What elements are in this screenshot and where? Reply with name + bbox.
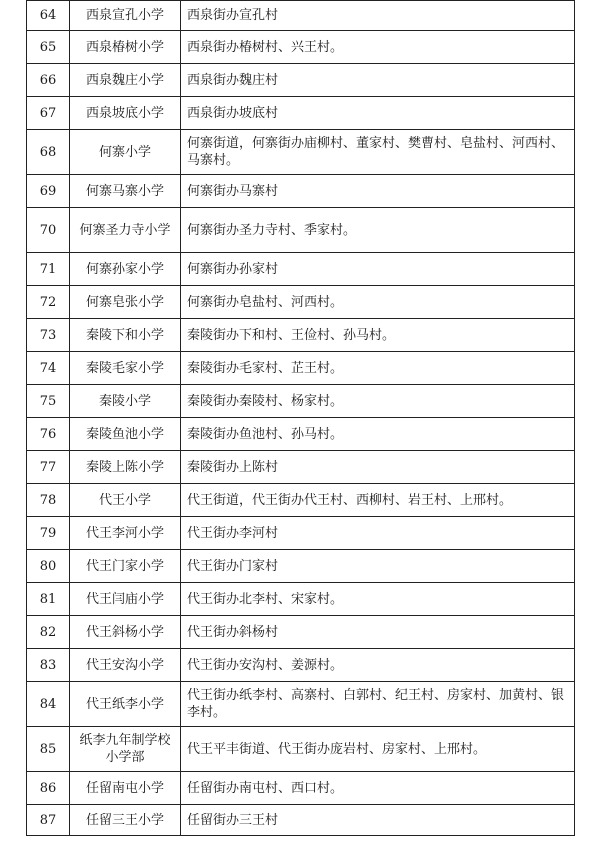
table-row (27, 484, 575, 517)
service-area: 秦陵街办鱼池村、孙马村。 (181, 418, 575, 451)
school-name (70, 805, 181, 836)
row-number: 76 (27, 418, 70, 451)
school-name-text: 代王安沟小学 (85, 657, 164, 673)
school-name (70, 97, 181, 130)
table-row (27, 727, 575, 772)
row-number: 83 (27, 649, 70, 682)
school-name-text: 任留三王小学 (85, 812, 164, 828)
school-name-text: 何寨小学 (98, 144, 151, 160)
school-name (70, 772, 181, 805)
school-name (70, 208, 181, 253)
service-area: 何寨街办孙家村 (181, 253, 575, 286)
school-name-text: 何寨马寨小学 (85, 183, 164, 199)
service-area: 西泉街办宣孔村 (181, 1, 575, 31)
school-name (70, 319, 181, 352)
table-row (27, 1, 575, 31)
school-name-text: 纸李九年制学校小学部 (79, 733, 171, 765)
service-area: 代王街办门家村 (181, 550, 575, 583)
row-number: 64 (27, 1, 70, 31)
school-name-text: 西泉魏庄小学 (85, 72, 164, 88)
school-name (70, 616, 181, 649)
service-area: 代王街道，代王街办代王村、西柳村、岩王村、上邢村。 (181, 484, 575, 517)
row-number: 69 (27, 175, 70, 208)
service-area: 代王街办李河村 (181, 517, 575, 550)
school-name (70, 352, 181, 385)
row-number: 74 (27, 352, 70, 385)
school-name-text: 秦陵小学 (98, 393, 151, 409)
row-number: 75 (27, 385, 70, 418)
row-number: 72 (27, 286, 70, 319)
table-row (27, 805, 575, 836)
school-name-text: 秦陵毛家小学 (85, 360, 164, 376)
row-number: 84 (27, 682, 70, 727)
school-name-text: 代王纸李小学 (85, 696, 164, 712)
school-name-text: 西泉坡底小学 (85, 105, 164, 121)
table-row (27, 583, 575, 616)
row-number: 82 (27, 616, 70, 649)
school-name (70, 31, 181, 64)
school-name (70, 385, 181, 418)
school-name-text: 西泉椿树小学 (85, 39, 164, 55)
table-row (27, 208, 575, 253)
service-area: 秦陵街办毛家村、芷王村。 (181, 352, 575, 385)
service-area: 何寨街办皂盐村、河西村。 (181, 286, 575, 319)
service-area: 何寨街办马寨村 (181, 175, 575, 208)
school-name (70, 175, 181, 208)
school-name (70, 418, 181, 451)
row-number: 78 (27, 484, 70, 517)
row-number: 71 (27, 253, 70, 286)
school-name (70, 550, 181, 583)
row-number: 87 (27, 805, 70, 836)
school-name (70, 286, 181, 319)
school-name (70, 583, 181, 616)
school-name-text: 代王小学 (98, 492, 151, 508)
school-name (70, 64, 181, 97)
school-name (70, 130, 181, 175)
service-area: 代王街办北李村、宋家村。 (181, 583, 575, 616)
school-name (70, 727, 181, 772)
table-row (27, 682, 575, 727)
row-number: 67 (27, 97, 70, 130)
school-name (70, 253, 181, 286)
school-name-text: 任留南屯小学 (85, 780, 164, 796)
service-area: 代王平丰街道、代王街办庞岩村、房家村、上邢村。 (181, 727, 575, 772)
service-area: 秦陵街办上陈村 (181, 451, 575, 484)
service-area: 代王街办安沟村、姜源村。 (181, 649, 575, 682)
school-district-table (26, 0, 575, 836)
service-area: 秦陵街办秦陵村、杨家村。 (181, 385, 575, 418)
table-row (27, 616, 575, 649)
school-name-text: 秦陵鱼池小学 (85, 426, 164, 442)
table-row (27, 649, 575, 682)
table-row (27, 517, 575, 550)
service-area: 任留街办三王村 (181, 805, 575, 836)
table-row (27, 253, 575, 286)
service-area: 代王街办斜杨村 (181, 616, 575, 649)
school-name (70, 649, 181, 682)
school-name-text: 代王闫庙小学 (85, 591, 164, 607)
table-row (27, 772, 575, 805)
service-area: 代王街办纸李村、高寨村、白郭村、纪王村、房家村、加黄村、银李村。 (181, 682, 575, 727)
row-number: 70 (27, 208, 70, 253)
school-name (70, 451, 181, 484)
table-row (27, 286, 575, 319)
school-name-text: 西泉宣孔小学 (85, 8, 164, 23)
row-number: 68 (27, 130, 70, 175)
school-name (70, 484, 181, 517)
service-area: 西泉街办坡底村 (181, 97, 575, 130)
service-area: 西泉街办椿树村、兴王村。 (181, 31, 575, 64)
school-name-text: 代王斜杨小学 (85, 624, 164, 640)
school-name-text: 何寨圣力寺小学 (79, 222, 171, 238)
school-name-text: 代王门家小学 (85, 558, 164, 574)
table-body (27, 1, 575, 836)
row-number: 77 (27, 451, 70, 484)
table-row (27, 385, 575, 418)
row-number: 81 (27, 583, 70, 616)
school-name-text: 秦陵下和小学 (85, 327, 164, 343)
table-row (27, 31, 575, 64)
row-number: 85 (27, 727, 70, 772)
table-row (27, 319, 575, 352)
table-row (27, 352, 575, 385)
table-row (27, 130, 575, 175)
service-area: 秦陵街办下和村、王俭村、孙马村。 (181, 319, 575, 352)
school-name (70, 682, 181, 727)
school-name-text: 秦陵上陈小学 (85, 459, 164, 475)
school-name (70, 517, 181, 550)
table-row (27, 64, 575, 97)
table-row (27, 97, 575, 130)
school-name (70, 1, 181, 31)
row-number: 86 (27, 772, 70, 805)
row-number: 80 (27, 550, 70, 583)
row-number: 65 (27, 31, 70, 64)
table-row (27, 175, 575, 208)
table-row (27, 418, 575, 451)
service-area: 何寨街办圣力寺村、季家村。 (181, 208, 575, 253)
service-area: 任留街办南屯村、西口村。 (181, 772, 575, 805)
service-area: 西泉街办魏庄村 (181, 64, 575, 97)
row-number: 66 (27, 64, 70, 97)
row-number: 73 (27, 319, 70, 352)
school-name-text: 代王李河小学 (85, 525, 164, 541)
table-row (27, 550, 575, 583)
table-row (27, 451, 575, 484)
row-number: 79 (27, 517, 70, 550)
school-name-text: 何寨孙家小学 (85, 261, 164, 277)
school-name-text: 何寨皂张小学 (85, 294, 164, 310)
service-area: 何寨街道，何寨街办庙柳村、董家村、樊曹村、皂盐村、河西村、马寨村。 (181, 130, 575, 175)
